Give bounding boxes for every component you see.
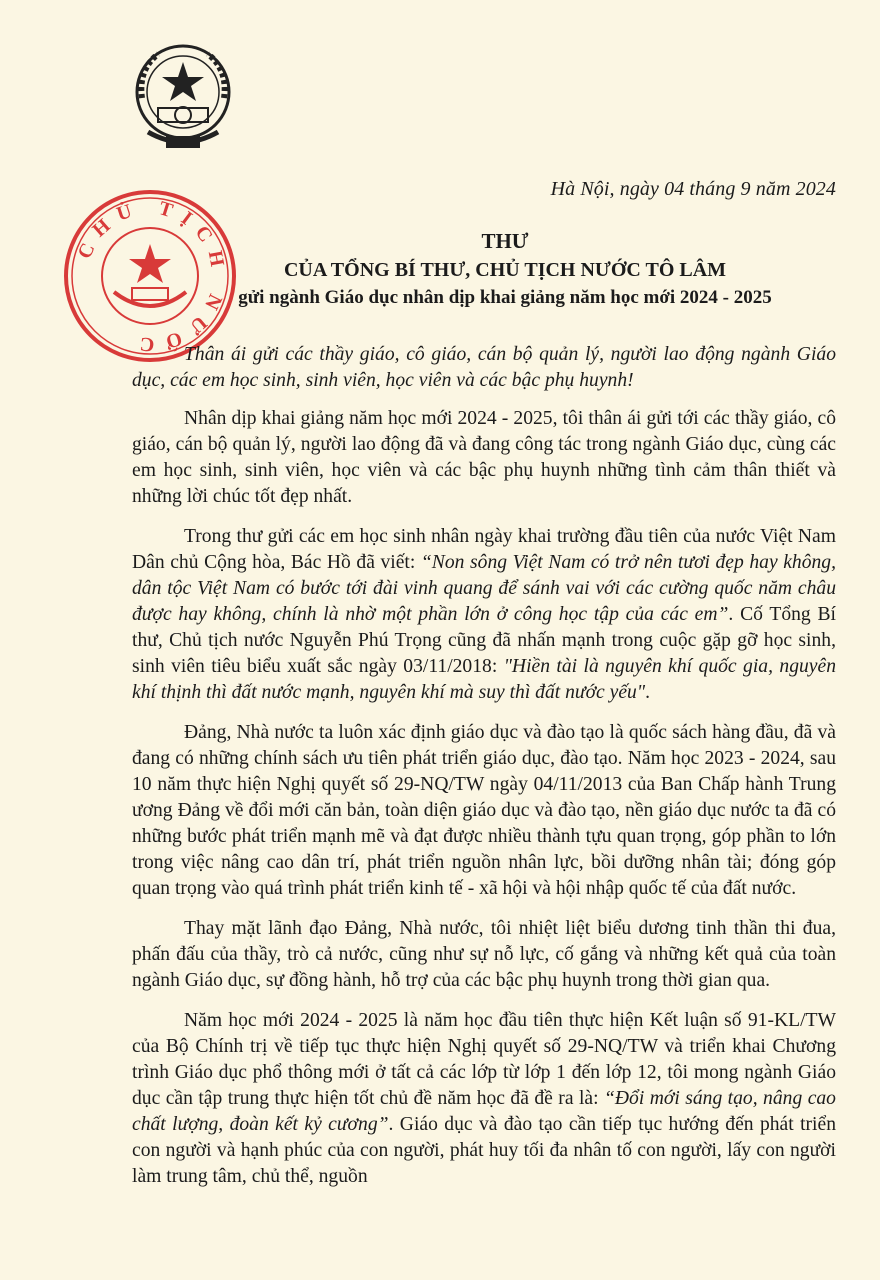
paragraph-3: Đảng, Nhà nước ta luôn xác định giáo dục và đào tạo là quốc sách hàng đầu, đã và đang có những chính sách ưu tiên phát triển giáo dục, đào tạo. Năm học 2023 - 2024, sau 10 năm thực hiện Nghị quyết số 29-NQ/TW ngày 04/11/2013 của Ban Chấp hành Trung ương Đảng về đổi mới căn bản, toàn diện giáo dục và đào tạo, nền giáo dục nước ta đã có những bước phát triển mạnh mẽ và đạt được nhiều thành tựu quan trọng, góp phần to lớn trong việc nâng cao dân trí, phát triển nguồn nhân lực, bồi dưỡng nhân tài; đóng góp quan trọng vào quá trình phát triển kinh tế - xã hội và hội nhập quốc tế của đất nước. <box>132 722 836 899</box>
paragraph-2-text-c: . <box>645 682 650 703</box>
title-line-3: gửi ngành Giáo dục nhân dịp khai giảng năm học mới 2024 - 2025 <box>238 287 772 308</box>
quote-school-year-theme: “Đổi mới sáng tạo, nâng cao chất lượng, đoàn kết kỷ cương” <box>132 1088 836 1135</box>
paragraph-5-text-a: Năm học mới 2024 - 2025 là năm học đầu tiên thực hiện Kết luận số 91-KL/TW của Bộ Chính trị về tiếp tục thực hiện Nghị quyết số 29-NQ/TW và triển khai Chương trình Giáo dục phổ thông mới ở tất cả các lớp từ lớp 1 đến lớp 12, tôi mong ngành Giáo dục cần tập trung thực hiện tốt chủ đề năm học đã đề ra là: <box>132 1010 836 1109</box>
paragraph-2-text-b: . Cố Tổng Bí thư, Chủ tịch nước Nguyễn Phú Trọng cũng đã nhấn mạnh trong cuộc gặp gỡ học sinh, sinh viên tiêu biểu xuất sắc ngày 03/11/2018: <box>132 604 836 677</box>
paragraph-2 <box>132 524 836 706</box>
title-line-1: THƯ <box>481 229 529 253</box>
paragraph-1: Nhân dịp khai giảng năm học mới 2024 - 2025, tôi thân ái gửi tới các thầy giáo, cô giáo, cán bộ quản lý, người lao động đã và đang công tác trong ngành Giáo dục, cùng các em học sinh, sinh viên, học viên và các bậc phụ huynh những tình cảm thân thiết và những lời chúc tốt đẹp nhất. <box>132 408 836 507</box>
letter-body <box>132 342 836 1204</box>
greeting: Thân ái gửi các thầy giáo, cô giáo, cán bộ quản lý, người lao động ngành Giáo dục, các em học sinh, sinh viên, học viên và các bậc phụ huynh! <box>132 344 836 391</box>
seal-text: CHỦ TỊCH NƯỚC <box>73 196 231 356</box>
title-line-2: CỦA TỔNG BÍ THƯ, CHỦ TỊCH NƯỚC TÔ LÂM <box>283 259 727 281</box>
quote-nguyen-phu-trong: "Hiền tài là nguyên khí quốc gia, nguyên khí thịnh thì đất nước mạnh, nguyên khí mà suy thì đất nước yếu" <box>132 656 836 703</box>
quote-ho-chi-minh: “Non sông Việt Nam có trở nên tươi đẹp hay không, dân tộc Việt Nam có bước tới đài vinh quang để sánh vai với các cường quốc năm châu được hay không, chính là nhờ một phần lớn ở công học tập của các em” <box>132 552 836 625</box>
date-line: Hà Nội, ngày 04 tháng 9 năm 2024 <box>550 178 836 200</box>
letter-heading <box>150 226 860 312</box>
national-emblem-icon <box>128 40 238 158</box>
paragraph-2-text-a: Trong thư gửi các em học sinh nhân ngày khai trường đầu tiên của nước Việt Nam Dân chủ Cộng hòa, Bác Hồ đã viết: <box>132 526 836 573</box>
paragraph-4: Thay mặt lãnh đạo Đảng, Nhà nước, tôi nhiệt liệt biểu dương tinh thần thi đua, phấn đấu của thầy, trò cả nước, cũng như sự nỗ lực, cố gắng và những kết quả của toàn ngành Giáo dục, sự đồng hành, hỗ trợ của các bậc phụ huynh trong thời gian qua. <box>132 918 836 991</box>
paragraph-5 <box>132 1008 836 1190</box>
paragraph-5-text-b: . Giáo dục và đào tạo cần tiếp tục hướng đến phát triển con người và hạnh phúc của con người, phát huy tối đa nhân tố con người, lấy con người làm trung tâm, chủ thể, nguồn <box>132 1114 836 1187</box>
